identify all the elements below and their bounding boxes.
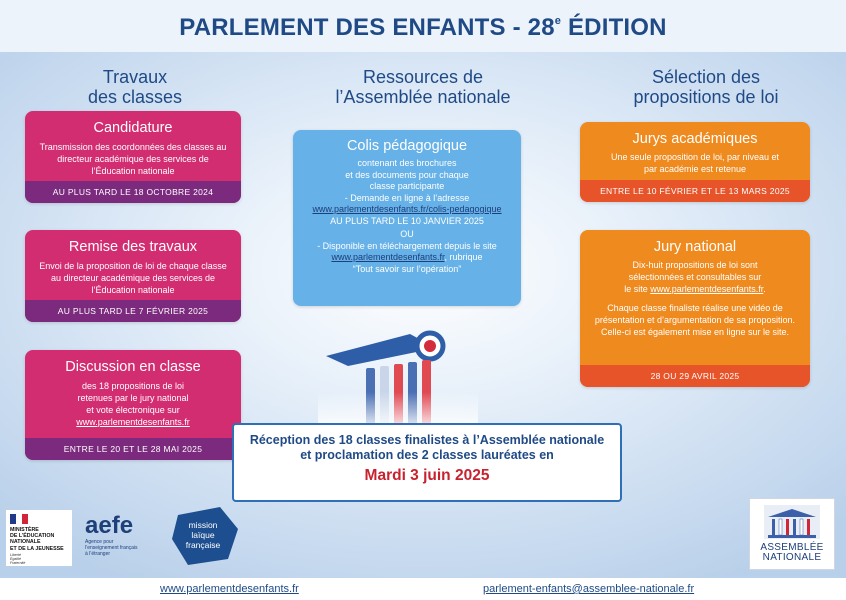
card-candidature [25, 111, 241, 203]
card-body: Dix-huit propositions de loi sont sélectionnées et consultables sur le site www.parlementdesenfants.fr. Chaque classe finaliste réalise une vidéo de présentation et d’argumentation de sa proposition. Celle-ci est également mise en ligne sur le site. [594, 260, 796, 337]
mlf-word: laïque [191, 530, 215, 540]
card-body: Transmission des coordonnées des classes au directeur académique des services de l’Éducation nationale [39, 142, 227, 176]
site-link[interactable]: www.parlementdesenfants.fr [650, 284, 764, 294]
site-link[interactable]: www.parlementdesenfants.fr [331, 252, 445, 262]
site-link[interactable]: www.parlementdesenfants.fr [76, 417, 190, 427]
card-title: Colis pédagogique [346, 138, 468, 154]
mlf-word: mission [188, 520, 218, 530]
mission-laique-logo[interactable] [170, 505, 242, 567]
card-colis-pedagogique [293, 130, 521, 306]
card-body: Envoi de la proposition de loi de chaque classe au directeur académique des services de l’Éducation nationale [39, 261, 227, 295]
card-title: Discussion en classe [65, 359, 201, 375]
assemblee-nationale-logo[interactable]: ASSEMBLÉE NATIONALE [749, 498, 835, 570]
card-body: des 18 propositions de loi retenues par le jury national et vote électronique sur www.parlementdesenfants.fr [37, 380, 229, 428]
tricolor-flag-icon [10, 514, 28, 524]
ministere-education-logo[interactable]: MINISTÈRE DE L’ÉDUCATION NATIONALE ET DE LA JEUNESSE Liberté Égalité Fraternité [6, 510, 72, 566]
column-heading-selection: Sélection des propositions de loi [633, 67, 779, 107]
card-jury-national [580, 230, 810, 387]
card-jurys-academiques [580, 122, 810, 202]
card-title: Jury national [653, 239, 737, 255]
card-body: contenant des brochures et des documents pour chaque classe participante - Demande en ligne à l’adresse www.parlementdesenfants.fr/colis-pedagogique AU PLUS TARD LE 10 JANVIER 2025 OU - Disponible en téléchargement depuis le site www.parlementdesenfants.fr, rubrique “Tout savoir sur l’opération” [299, 158, 515, 275]
column-heading-travaux: Travaux des classes [87, 67, 183, 107]
footer-bar [0, 578, 846, 600]
card-body: Une seule proposition de loi, par niveau et par académie est retenue [610, 152, 780, 174]
finale-date: Mardi 3 juin 2025 [364, 467, 490, 484]
card-title: Remise des travaux [68, 239, 198, 255]
colis-link[interactable]: www.parlementdesenfants.fr/colis-pedagogique [312, 204, 502, 214]
card-title: Candidature [93, 120, 173, 136]
footer-email-link[interactable]: parlement-enfants@assemblee-nationale.fr [483, 583, 695, 595]
card-deadline: AU PLUS TARD LE 18 OCTOBRE 2024 [25, 181, 241, 203]
footer-site-link[interactable]: www.parlementdesenfants.fr [160, 583, 299, 595]
tricolor-center [424, 340, 436, 352]
finale-text: Réception des 18 classes finalistes à l’Assemblée nationale et proclamation des 2 classes lauréates en [249, 433, 605, 462]
column-heading-ressources: Ressources de l’Assemblée nationale [335, 67, 511, 107]
assemblee-building-illustration [318, 322, 478, 432]
card-deadline: 28 OU 29 AVRIL 2025 [580, 365, 810, 387]
finale-announcement [232, 423, 622, 502]
page-title: PARLEMENT DES ENFANTS - 28e ÉDITION [179, 14, 667, 41]
card-deadline: AU PLUS TARD LE 7 FÉVRIER 2025 [25, 300, 241, 322]
assemblee-building-icon [764, 505, 820, 539]
card-remise-des-travaux [25, 230, 241, 322]
card-discussion-en-classe [25, 350, 241, 460]
aefe-logo[interactable]: aefe Agence pour l’enseignement français à l’étranger [85, 512, 138, 557]
card-deadline: ENTRE LE 10 FÉVRIER ET LE 13 MARS 2025 [580, 180, 810, 202]
card-title: Jurys académiques [632, 131, 758, 147]
mlf-word: française [185, 540, 221, 550]
card-deadline: ENTRE LE 20 ET LE 28 MAI 2025 [25, 438, 241, 460]
